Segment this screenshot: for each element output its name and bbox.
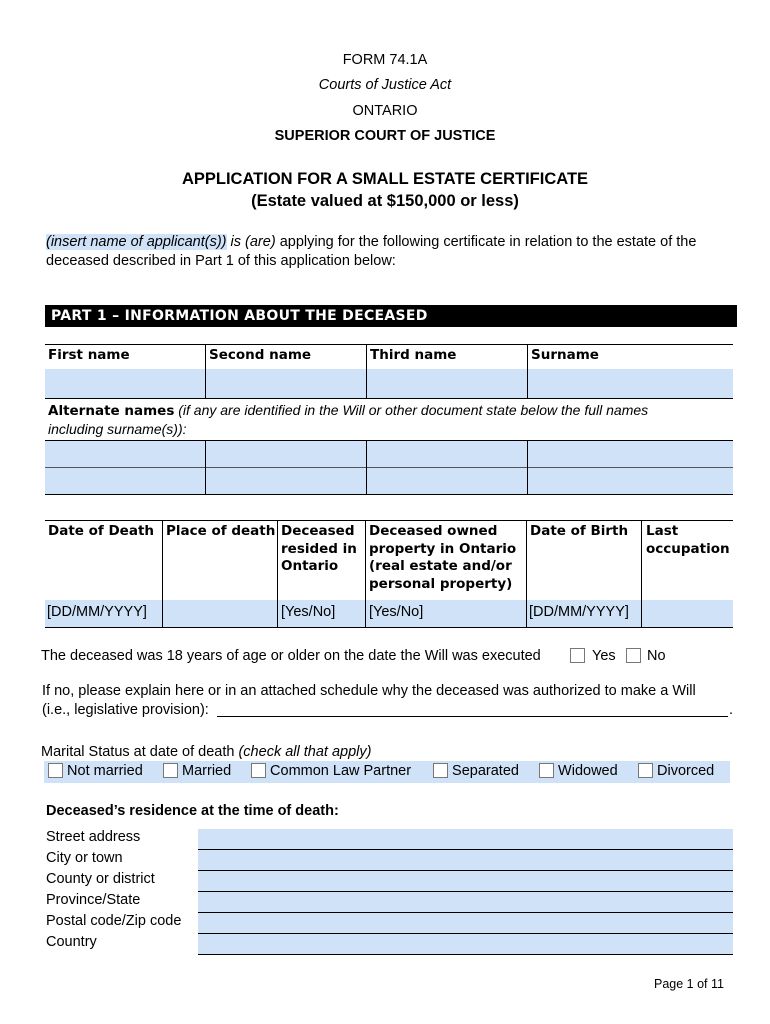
alternate-names-note: (if any are identified in the Will or other document state below the full names (174, 402, 649, 418)
alternate-names-note-line2: including surname(s)): (48, 421, 187, 437)
owned-line2: property in Ontario (369, 540, 517, 557)
act-name: Courts of Justice Act (318, 77, 452, 93)
checkbox[interactable] (251, 763, 266, 778)
city-input[interactable] (198, 850, 733, 871)
marital-label-text: Marital Status at date of death (41, 744, 235, 760)
col-first-name: First name (48, 347, 130, 363)
page-number: Page 1 of 11 (654, 977, 724, 991)
marital-option-married[interactable] (163, 763, 231, 779)
province-label: Province/State (46, 892, 141, 908)
table-divider (527, 344, 528, 398)
table-divider (641, 520, 642, 627)
owned-property-field[interactable]: [Yes/No] (369, 604, 424, 620)
col-owned-property (369, 523, 516, 593)
form-title: APPLICATION FOR A SMALL ESTATE CERTIFICATE (181, 170, 589, 188)
county-label: County or district (46, 871, 155, 887)
alternate-name-row[interactable] (45, 441, 733, 467)
table-rule (45, 398, 733, 399)
intro-text-line2: deceased described in Part 1 of this application below: (46, 253, 396, 269)
alternate-names-title: Alternate names (48, 403, 175, 419)
form-subtitle: (Estate valued at $150,000 or less) (251, 192, 519, 210)
name-entry-row[interactable] (45, 369, 733, 398)
marital-option-divorced[interactable] (638, 763, 714, 779)
resided-in-ontario-field[interactable]: [Yes/No] (281, 604, 336, 620)
resided-line1: Deceased (281, 523, 355, 539)
postal-code-label: Postal code/Zip code (46, 913, 182, 929)
col-date-of-birth: Date of Birth (530, 523, 629, 539)
owned-line3: (real estate and/or (369, 558, 512, 574)
resided-line3: Ontario (281, 558, 339, 574)
table-divider (205, 440, 206, 494)
city-label: City or town (46, 850, 123, 866)
explanation-input[interactable] (217, 700, 728, 717)
marital-option-not-married[interactable] (48, 763, 143, 779)
col-resided-in-ontario (281, 523, 357, 576)
age-no-checkbox[interactable] (626, 648, 641, 663)
country-label: Country (46, 934, 97, 950)
street-address-input[interactable] (198, 829, 733, 850)
postal-code-input[interactable] (198, 913, 733, 934)
table-divider (366, 344, 367, 398)
checkbox[interactable] (539, 763, 554, 778)
table-divider (365, 520, 366, 627)
col-place-of-death: Place of death (166, 523, 276, 539)
marital-status-label (41, 744, 371, 760)
owned-line4: personal property) (369, 575, 513, 592)
table-divider (526, 520, 527, 627)
owned-line1: Deceased owned (369, 523, 498, 539)
checkbox[interactable] (163, 763, 178, 778)
part1-heading: PART 1 – INFORMATION ABOUT THE DECEASED (45, 305, 737, 327)
province-input[interactable] (198, 892, 733, 913)
applicant-name-field[interactable]: (insert name of applicant(s)) (46, 234, 227, 250)
street-address-label: Street address (46, 829, 141, 845)
court-name: SUPERIOR COURT OF JUSTICE (274, 128, 496, 144)
explain-text: If no, please explain here or in an attached schedule why the deceased was authorized to make a Will (42, 683, 696, 699)
table-divider (205, 344, 206, 398)
table-divider (366, 440, 367, 494)
option-label: Divorced (657, 763, 715, 779)
form-number: FORM 74.1A (342, 52, 428, 68)
province: ONTARIO (352, 103, 418, 119)
table-divider (277, 520, 278, 627)
date-of-birth-field[interactable]: [DD/MM/YYYY] (529, 604, 629, 620)
date-of-death-field[interactable]: [DD/MM/YYYY] (47, 604, 147, 620)
age-yes-label: Yes (592, 648, 616, 664)
option-label: Common Law Partner (270, 763, 412, 779)
marital-option-widowed[interactable] (539, 763, 618, 779)
intro-paragraph (46, 233, 736, 271)
county-input[interactable] (198, 871, 733, 892)
table-rule (45, 494, 733, 495)
resided-line2: resided in (281, 540, 357, 557)
checkbox[interactable] (48, 763, 63, 778)
table-rule (45, 520, 733, 521)
country-input[interactable] (198, 934, 733, 955)
table-rule (45, 627, 733, 628)
age-yes-checkbox[interactable] (570, 648, 585, 663)
table-rule (45, 344, 733, 345)
col-last-occupation (646, 523, 730, 558)
checkbox[interactable] (433, 763, 448, 778)
option-label: Not married (67, 763, 143, 779)
age-no-label: No (647, 648, 666, 664)
table-divider (527, 440, 528, 494)
marital-note: (check all that apply) (234, 744, 372, 760)
marital-option-common-law[interactable] (251, 763, 411, 779)
table-divider (162, 520, 163, 627)
explain-period: . (729, 702, 734, 718)
intro-text: applying for the following certificate in relation to the estate of the (275, 234, 697, 250)
age-question: The deceased was 18 years of age or older on the date the Will was executed (41, 648, 541, 664)
col-surname: Surname (531, 347, 599, 363)
col-date-of-death: Date of Death (48, 523, 155, 539)
option-label: Widowed (558, 763, 618, 779)
occupation-line2: occupation (646, 540, 730, 557)
alternate-name-row[interactable] (45, 468, 733, 494)
alternate-names-label (48, 401, 728, 438)
is-are-text: is (are) (226, 234, 276, 250)
residence-heading: Deceased’s residence at the time of death: (46, 803, 339, 819)
option-label: Married (182, 763, 232, 779)
marital-option-separated[interactable] (433, 763, 519, 779)
col-second-name: Second name (209, 347, 312, 363)
occupation-line1: Last (646, 523, 679, 539)
col-third-name: Third name (370, 347, 457, 363)
option-label: Separated (452, 763, 519, 779)
explain-text-line2: (i.e., legislative provision): (42, 702, 209, 718)
checkbox[interactable] (638, 763, 653, 778)
